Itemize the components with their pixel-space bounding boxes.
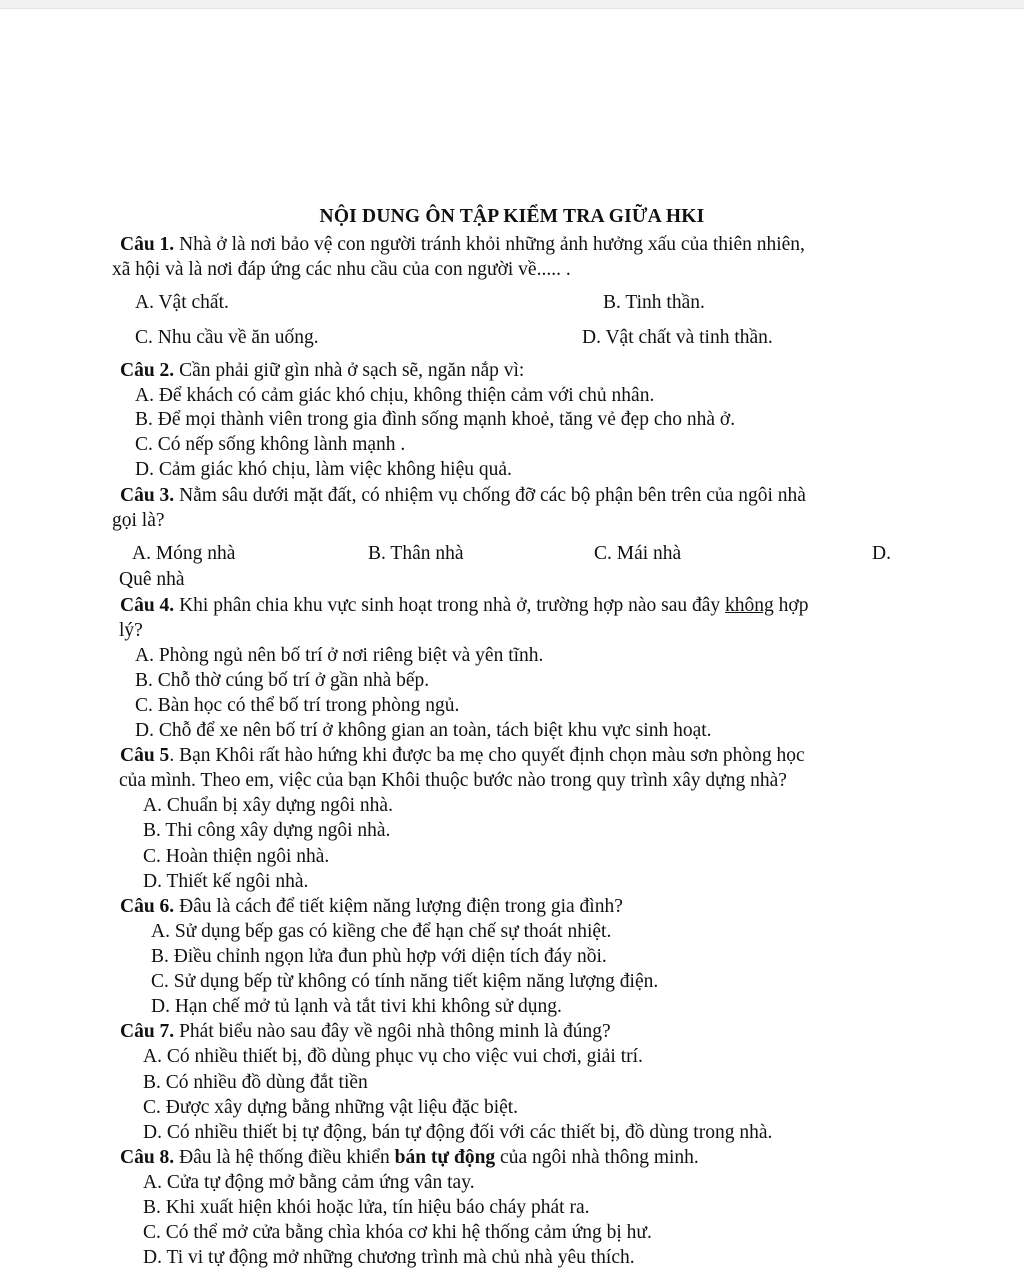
- question-6-option-c: C. Sử dụng bếp từ không có tính năng tiết kiệm năng lượng điện.: [151, 971, 659, 992]
- question-8: [120, 1146, 699, 1170]
- question-7-option-b: B. Có nhiều đồ dùng đắt tiền: [143, 1072, 368, 1093]
- question-3-option-b: B. Thân nhà: [368, 543, 464, 564]
- question-7: [120, 1020, 611, 1044]
- question-1-option-c: C. Nhu cầu về ăn uống.: [135, 327, 319, 348]
- question-6-option-a: A. Sử dụng bếp gas có kiềng che để hạn chế sự thoát nhiệt.: [151, 921, 612, 942]
- question-4-text-end: hợp: [773, 595, 809, 616]
- question-4-emphasis: không: [725, 595, 774, 616]
- question-8-option-b: B. Khi xuất hiện khói hoặc lửa, tín hiệu báo cháy phát ra.: [143, 1197, 590, 1218]
- question-7-text: Phát biểu nào sau đây về ngôi nhà thông minh là đúng?: [174, 1021, 611, 1042]
- question-2-option-a: A. Để khách có cảm giác khó chịu, không thiện cảm với chủ nhân.: [135, 385, 655, 406]
- question-2: [120, 359, 524, 383]
- question-5-label: Câu 5: [120, 745, 170, 766]
- question-6-option-b: B. Điều chỉnh ngọn lửa đun phù hợp với diện tích đáy nồi.: [151, 946, 607, 967]
- question-2-option-b: B. Để mọi thành viên trong gia đình sống mạnh khoẻ, tăng vẻ đẹp cho nhà ở.: [135, 409, 736, 430]
- question-2-label: Câu 2.: [120, 360, 175, 381]
- question-5: [120, 744, 805, 768]
- question-8-option-a: A. Cửa tự động mở bằng cảm ứng vân tay.: [143, 1172, 475, 1193]
- question-3-text-cont: gọi là?: [112, 510, 165, 531]
- question-2-option-d: D. Cảm giác khó chịu, làm việc không hiệu quả.: [135, 459, 512, 480]
- question-5-option-d: D. Thiết kế ngôi nhà.: [143, 871, 309, 892]
- question-7-label: Câu 7.: [120, 1021, 175, 1042]
- question-5-text-cont: của mình. Theo em, việc của bạn Khôi thuộc bước nào trong quy trình xây dựng nhà?: [119, 770, 787, 791]
- question-7-option-a: A. Có nhiều thiết bị, đồ dùng phục vụ cho việc vui chơi, giải trí.: [143, 1046, 643, 1067]
- question-4-text-cont: lý?: [119, 620, 143, 641]
- question-4-option-b: B. Chỗ thờ cúng bố trí ở gần nhà bếp.: [135, 670, 430, 691]
- question-2-text: Cần phải giữ gìn nhà ở sạch sẽ, ngăn nắp vì:: [174, 360, 525, 381]
- question-1-option-d: D. Vật chất và tinh thần.: [582, 327, 773, 348]
- page-title: NỘI DUNG ÔN TẬP KIỂM TRA GIỮA HKI: [319, 206, 705, 227]
- question-1-option-b: B. Tinh thần.: [603, 292, 705, 313]
- question-3-option-a: A. Móng nhà: [132, 543, 236, 564]
- question-1-text: Nhà ở là nơi bảo vệ con người tránh khỏi những ảnh hưởng xấu của thiên nhiên,: [174, 234, 805, 255]
- question-7-option-d: D. Có nhiều thiết bị tự động, bán tự động đối với các thiết bị, đồ dùng trong nhà.: [143, 1122, 773, 1143]
- question-4-option-c: C. Bàn học có thể bố trí trong phòng ngủ.: [135, 695, 460, 716]
- question-2-option-c: C. Có nếp sống không lành mạnh .: [135, 434, 406, 455]
- question-8-emphasis: bán tự động: [394, 1147, 496, 1168]
- question-8-option-c: C. Có thể mở cửa bằng chìa khóa cơ khi hệ thống cảm ứng bị hư.: [143, 1222, 652, 1243]
- question-4: [120, 594, 808, 618]
- question-4-option-d: D. Chỗ để xe nên bố trí ở không gian an toàn, tách biệt khu vực sinh hoạt.: [135, 720, 712, 741]
- question-6: [120, 895, 623, 919]
- question-8-label: Câu 8.: [120, 1147, 175, 1168]
- question-3: [120, 484, 806, 508]
- question-8-option-d: D. Ti vi tự động mở những chương trình mà chủ nhà yêu thích.: [143, 1247, 635, 1268]
- question-5-option-a: A. Chuẩn bị xây dựng ngôi nhà.: [143, 795, 393, 816]
- question-8-text: Đâu là hệ thống điều khiển: [174, 1147, 395, 1168]
- question-3-label: Câu 3.: [120, 485, 175, 506]
- question-6-text: Đâu là cách để tiết kiệm năng lượng điện trong gia đình?: [174, 896, 623, 917]
- question-5-text: . Bạn Khôi rất hào hứng khi được ba mẹ cho quyết định chọn màu sơn phòng học: [169, 745, 805, 766]
- question-1-label: Câu 1.: [120, 234, 175, 255]
- question-4-text: Khi phân chia khu vực sinh hoạt trong nhà ở, trường hợp nào sau đây: [174, 595, 726, 616]
- question-3-option-c: C. Mái nhà: [594, 543, 682, 564]
- question-3-option-d-text: Quê nhà: [119, 569, 185, 590]
- question-3-option-d: D.: [872, 543, 891, 564]
- question-8-text-end: của ngôi nhà thông minh.: [495, 1147, 699, 1168]
- question-1-option-a: A. Vật chất.: [135, 292, 229, 313]
- question-6-label: Câu 6.: [120, 896, 175, 917]
- question-4-option-a: A. Phòng ngủ nên bố trí ở nơi riêng biệt và yên tĩnh.: [135, 645, 544, 666]
- question-1-text-cont: xã hội và là nơi đáp ứng các nhu cầu của con người về..... .: [112, 259, 571, 280]
- question-4-label: Câu 4.: [120, 595, 175, 616]
- top-bar: [0, 0, 1024, 9]
- question-7-option-c: C. Được xây dựng bằng những vật liệu đặc biệt.: [143, 1097, 519, 1118]
- question-5-option-c: C. Hoàn thiện ngôi nhà.: [143, 846, 330, 867]
- question-1: [120, 233, 805, 257]
- question-5-option-b: B. Thi công xây dựng ngôi nhà.: [143, 820, 391, 841]
- question-3-text: Nằm sâu dưới mặt đất, có nhiệm vụ chống đỡ các bộ phận bên trên của ngôi nhà: [174, 485, 806, 506]
- question-6-option-d: D. Hạn chế mở tủ lạnh và tắt tivi khi không sử dụng.: [151, 996, 562, 1017]
